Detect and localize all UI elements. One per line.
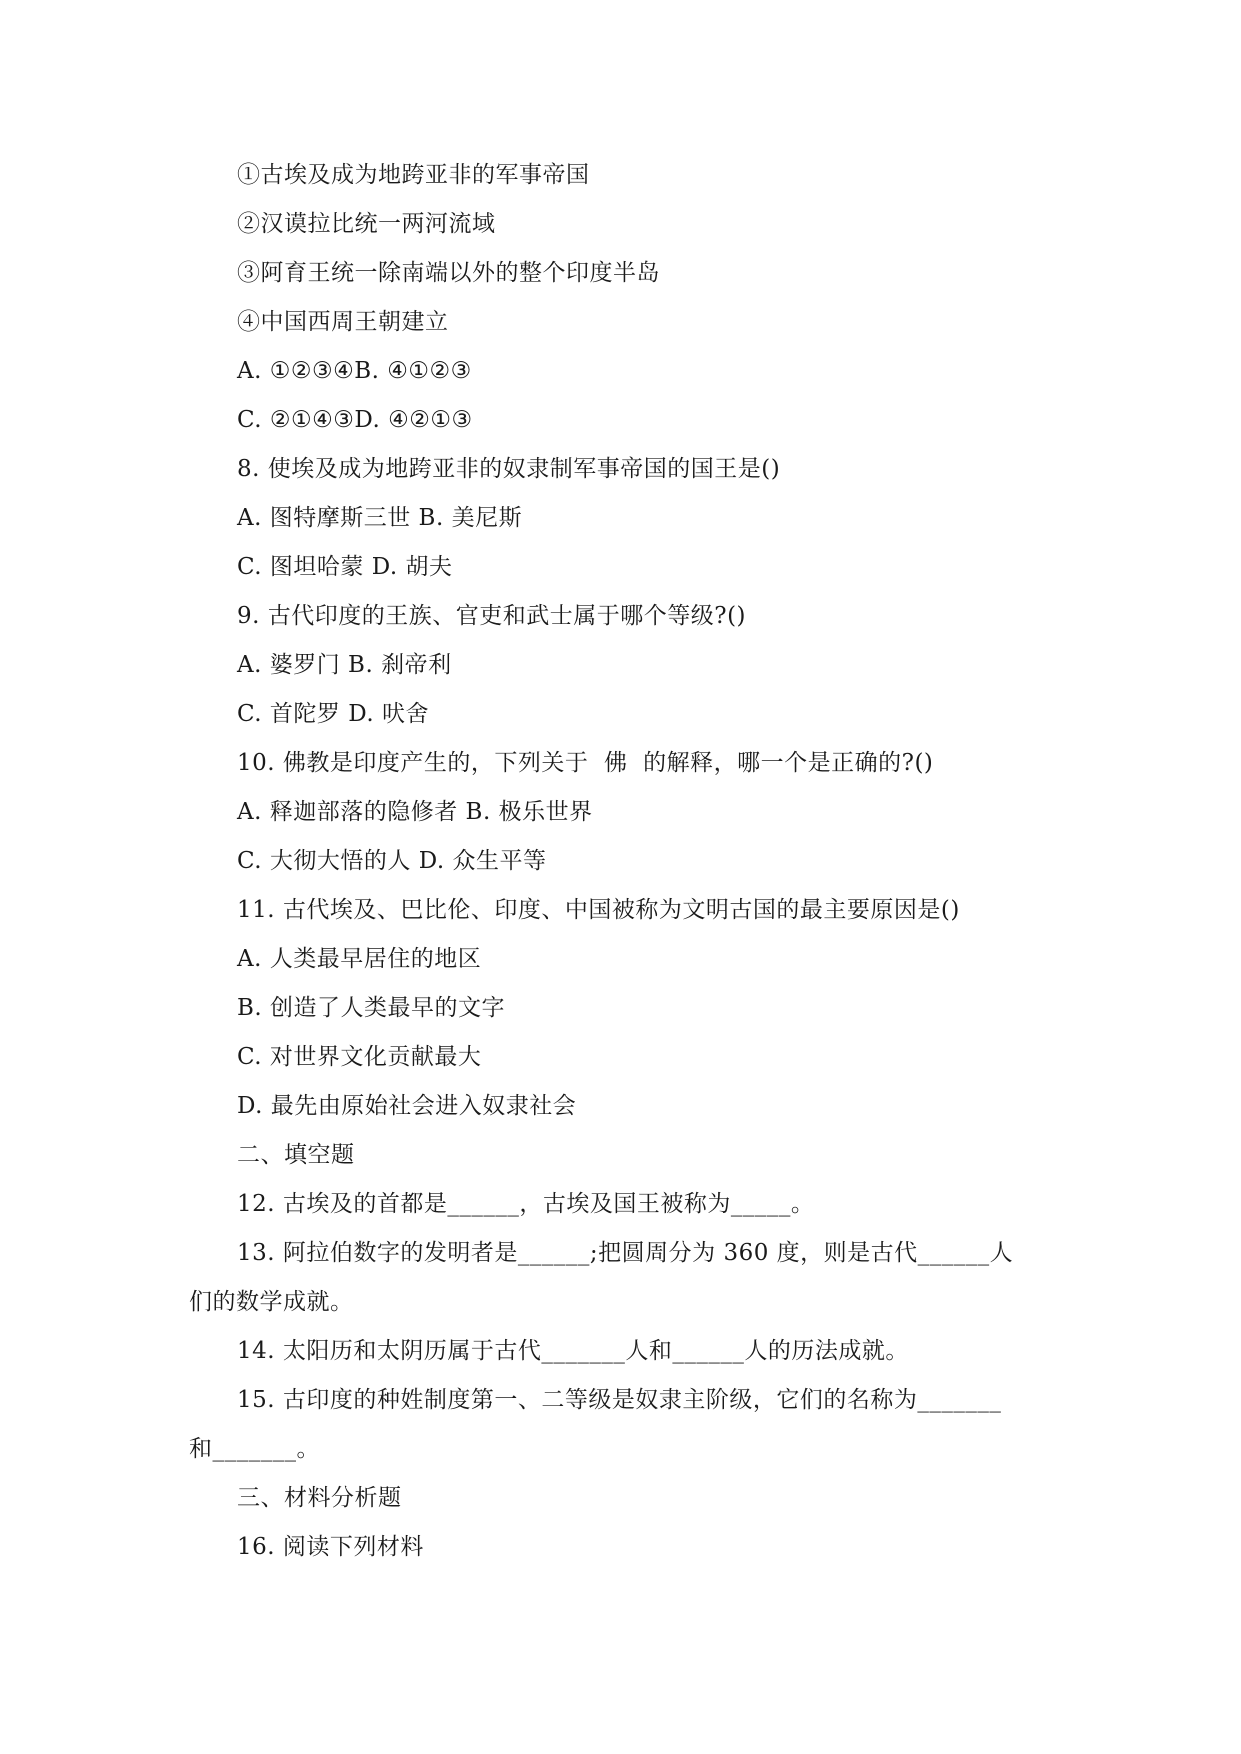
question-12: 12. 古埃及的首都是______，古埃及国王被称为_____。 [237, 1191, 815, 1217]
question-13-continued: 们的数学成就。 [189, 1289, 354, 1315]
question-10: 10. 佛教是印度产生的，下列关于 佛 的解释，哪一个是正确的?() [237, 750, 934, 776]
question-15-continued: 和_______。 [189, 1436, 320, 1462]
section-heading-material-analysis: 三、材料分析题 [237, 1485, 402, 1511]
question-9-choices-cd: C. 首陀罗 D. 吠舍 [237, 701, 429, 727]
question-9-choices-ab: A. 婆罗门 B. 刹帝利 [237, 652, 452, 678]
question-15: 15. 古印度的种姓制度第一、二等级是奴隶主阶级，它们的名称为_______ [237, 1387, 1002, 1413]
question-11-choice-c: C. 对世界文化贡献最大 [237, 1044, 482, 1070]
question-13: 13. 阿拉伯数字的发明者是______;把圆周分为 360 度，则是古代______人 [237, 1240, 1014, 1266]
option-line-4: ④中国西周王朝建立 [237, 309, 449, 335]
question-9: 9. 古代印度的王族、官吏和武士属于哪个等级?() [237, 603, 747, 629]
question-8: 8. 使埃及成为地跨亚非的奴隶制军事帝国的国王是() [237, 456, 781, 482]
option-line-2: ②汉谟拉比统一两河流域 [237, 211, 496, 237]
question-10-choices-ab: A. 释迦部落的隐修者 B. 极乐世界 [237, 799, 593, 825]
answer-choices-cd: C. ②①④③D. ④②①③ [237, 407, 473, 433]
question-11-choice-d: D. 最先由原始社会进入奴隶社会 [237, 1093, 577, 1119]
section-heading-fill-in: 二、填空题 [237, 1142, 355, 1168]
option-line-3: ③阿育王统一除南端以外的整个印度半岛 [237, 260, 660, 286]
question-11-choice-a: A. 人类最早居住的地区 [237, 946, 482, 972]
answer-choices-ab: A. ①②③④B. ④①②③ [237, 358, 472, 384]
question-16: 16. 阅读下列材料 [237, 1534, 424, 1560]
question-11: 11. 古代埃及、巴比伦、印度、中国被称为文明古国的最主要原因是() [237, 897, 960, 923]
question-10-choices-cd: C. 大彻大悟的人 D. 众生平等 [237, 848, 547, 874]
question-11-choice-b: B. 创造了人类最早的文字 [237, 995, 506, 1021]
question-14: 14. 太阳历和太阴历属于古代_______人和______人的历法成就。 [237, 1338, 909, 1364]
question-8-choices-ab: A. 图特摩斯三世 B. 美尼斯 [237, 505, 523, 531]
question-8-choices-cd: C. 图坦哈蒙 D. 胡夫 [237, 554, 453, 580]
option-line-1: ①古埃及成为地跨亚非的军事帝国 [237, 162, 590, 188]
